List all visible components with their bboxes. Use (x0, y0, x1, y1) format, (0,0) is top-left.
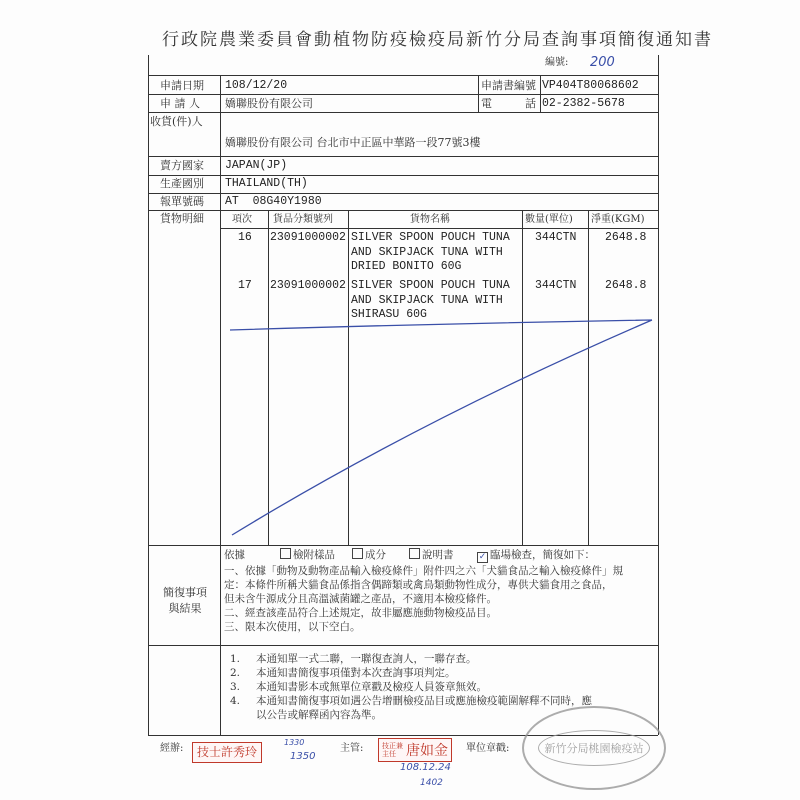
results-text (224, 564, 623, 634)
result-line: 定：本條件所稱犬貓食品係指含偶蹄類或禽鳥類動物性成分，專供犬貓食用之食品， (224, 579, 613, 591)
row-item: 17 (238, 279, 252, 292)
row-code: 23091000002 (270, 279, 346, 292)
row-code: 23091000002 (270, 231, 346, 244)
row-weight: 2648.8 (605, 279, 647, 292)
notes-list (230, 652, 592, 722)
consignee-value: 嬌聯股份有限公司 台北市中正區中華路一段77號3樓 (225, 136, 481, 149)
row-item: 16 (238, 231, 252, 244)
applicant-label: 申 請 人 (160, 97, 200, 110)
handler-label: 經辦: (160, 743, 184, 754)
document-title: 行政院農業委員會動植物防疫檢疫局新竹分局查詢事項簡復通知書 (162, 30, 713, 50)
handler-note-2: 1350 (290, 751, 316, 762)
app-no-value: VP404T80068602 (542, 79, 639, 92)
unit-seal: 新竹分局桃園檢疫站 (522, 706, 666, 790)
basis-label: 依據 (224, 549, 245, 561)
unit-label: 單位章戳: (466, 743, 510, 754)
handler-note-1: 1330 (284, 738, 305, 747)
declaration-value: AT 08G40Y1980 (225, 195, 322, 208)
result-line: 但未含牛源成分且高溫滅菌罐之產品，不適用本檢疫條件。 (224, 593, 497, 605)
goods-header-qty: 數量(單位) (525, 214, 573, 225)
row-qty: 344CTN (535, 231, 577, 244)
number-value: 200 (590, 55, 615, 70)
phone-label: 電 話 (481, 97, 536, 110)
goods-header-code: 貨品分類號列 (273, 214, 333, 225)
seller-country-value: JAPAN(JP) (225, 159, 288, 172)
handler-stamp: 技士許秀玲 (192, 742, 262, 763)
row-name: SILVER SPOON POUCH TUNA AND SKIPJACK TUNA WITH SHIRASU 60G (351, 279, 510, 321)
goods-header-item: 項次 (232, 214, 252, 225)
result-line: 二、經查該產品符合上述規定，故非屬應施動物檢疫品目。 (224, 607, 497, 619)
goods-label: 貨物明細 (160, 212, 204, 225)
note-item: 4. 本通知書簡復事項如遇公告增刪檢疫品目或應施檢疫範圍解釋不同時，應 (230, 695, 592, 707)
supervisor-note-1: 108.12.24 (400, 762, 451, 773)
number-label: 編號: (545, 57, 569, 68)
checkbox-onsite[interactable]: ✓ 臨場檢查，簡復如下： (478, 549, 595, 562)
supervisor-label: 主管: (340, 743, 364, 754)
note-item: 1. 本通知單一式二聯，一聯復查詢人，一聯存查。 (230, 653, 477, 665)
declaration-label: 報單號碼 (160, 195, 204, 208)
row-qty: 344CTN (535, 279, 577, 292)
origin-label: 生產國別 (160, 177, 204, 190)
results-label: 簡復事項與結果 (163, 586, 207, 615)
supervisor-stamp: 技正兼主任 唐如金 (378, 738, 452, 762)
checkbox-ingredients[interactable]: 成分 (352, 548, 386, 562)
applicant-value: 嬌聯股份有限公司 (225, 97, 313, 110)
checkbox-sample[interactable]: 檢附樣品 (280, 548, 335, 562)
apply-date-value: 108/12/20 (225, 79, 288, 92)
supervisor-note-2: 1402 (420, 778, 443, 788)
goods-header-name: 貨物名稱 (410, 214, 450, 225)
result-line: 一、依據「動物及動物產品輸入檢疫條件」附件四之六「犬貓食品之輸入檢疫條件」規 (224, 565, 623, 577)
note-item: 2. 本通知書簡復事項僅對本次查詢事項判定。 (230, 667, 456, 679)
phone-value: 02-2382-5678 (542, 97, 625, 110)
apply-date-label: 申請日期 (160, 79, 204, 92)
goods-header-weight: 淨重(KGM) (591, 214, 645, 225)
app-no-label: 申請書編號 (481, 79, 536, 92)
result-line: 三、限本次使用，以下空白。 (224, 621, 361, 633)
note-item: 3. 本通知書影本或無單位章戳及檢疫人員簽章無效。 (230, 681, 487, 693)
row-weight: 2648.8 (605, 231, 647, 244)
note-item: 以公告或解釋函內容為準。 (256, 709, 382, 721)
row-name: SILVER SPOON POUCH TUNA AND SKIPJACK TUNA WITH DRIED BONITO 60G (351, 231, 510, 273)
origin-value: THAILAND(TH) (225, 177, 308, 190)
consignee-label: 收貨(件)人 (150, 115, 203, 128)
seller-country-label: 賣方國家 (160, 159, 204, 172)
checkbox-manual[interactable]: 說明書 (409, 548, 454, 562)
